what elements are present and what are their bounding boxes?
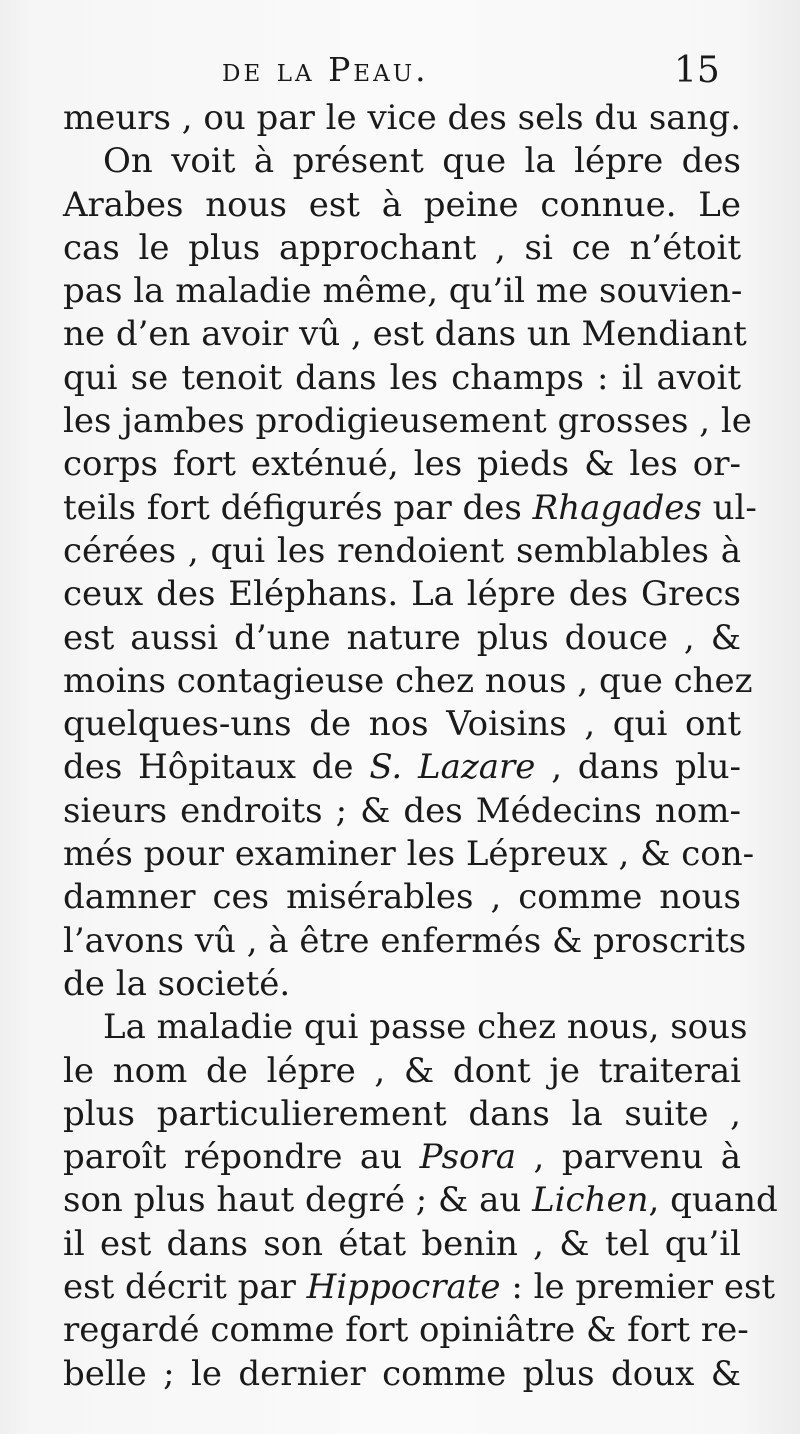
text-line: On voit à présent que la lépre des [103, 141, 741, 182]
text-line: est aussi d’une nature plus douce , & [63, 617, 741, 658]
text-line: damner ces misérables , comme nous [63, 877, 741, 918]
text-line: més pour examiner les Lépreux , & con- [63, 834, 755, 875]
text-line: ceux des Eléphans. La lépre des Grecs [63, 574, 741, 615]
text-line: regardé comme fort opiniâtre & fort re- [63, 1310, 749, 1351]
text-line: Arabes nous est à peine connue. Le [63, 184, 741, 225]
italic-term: Hippocrate [306, 1267, 501, 1308]
text-line [63, 1266, 776, 1309]
text-line: corps fort exténué, les pieds & les or- [63, 444, 741, 485]
text-segment: ul- [701, 487, 757, 528]
page-header [0, 50, 800, 94]
text-line: quelques-uns de nos Voisins , qui ont [63, 704, 741, 745]
text-line: moins contagieuse chez nous , que chez [63, 660, 753, 701]
text-segment: teils fort défigurés par des [63, 487, 533, 528]
text-line: il est dans son état benin , & tel qu’il [63, 1223, 741, 1264]
text-segment: est décrit par [63, 1267, 307, 1308]
text-line: ne d’en avoir vû , est dans un Mendiant [63, 314, 747, 355]
page-number: 15 [674, 50, 720, 91]
text-line [63, 1136, 741, 1179]
italic-term: S. Lazare [369, 747, 536, 788]
text-line: belle ; le dernier comme plus doux & [63, 1353, 741, 1394]
text-segment: des Hôpitaux de [63, 747, 370, 788]
text-line [63, 1179, 778, 1222]
text-line [63, 746, 741, 789]
text-line: qui se tenoit dans les champs : il avoit [63, 357, 741, 398]
text-line: meurs , ou par le vice des sels du sang. [63, 98, 742, 138]
text-line: cérées , qui les rendoient semblables à [63, 530, 741, 571]
text-line: l’avons vû , à être enfermés & proscrits [63, 920, 747, 961]
running-title: de la Peau. [222, 50, 429, 89]
body-text [63, 97, 778, 1396]
italic-term: Psora [419, 1137, 517, 1178]
text-segment: , quand [648, 1180, 778, 1221]
text-line: les jambes prodigieusement grosses , le [63, 401, 752, 442]
text-line: pas la maladie même, qu’il me souvien- [63, 271, 743, 312]
italic-term: Rhagades [532, 487, 702, 528]
text-segment: , dans plu- [535, 747, 741, 788]
text-line: La maladie qui passe chez nous, sous [103, 1007, 748, 1048]
text-line: cas le plus approchant , si ce n’étoit [63, 227, 741, 268]
text-segment: son plus haut degré ; & au [63, 1180, 533, 1221]
italic-term: Lichen [532, 1180, 649, 1221]
text-line [63, 487, 757, 530]
text-line: plus particulierement dans la suite , [63, 1093, 741, 1134]
text-segment: , parvenu à [516, 1137, 741, 1178]
text-line: de la societé. [63, 963, 291, 1004]
text-segment: paroît répondre au [63, 1137, 420, 1178]
text-segment: : le premier est [500, 1267, 776, 1308]
text-line: sieurs endroits ; & des Médecins nom- [63, 790, 741, 831]
text-line: le nom de lépre , & dont je traiterai [63, 1050, 741, 1091]
